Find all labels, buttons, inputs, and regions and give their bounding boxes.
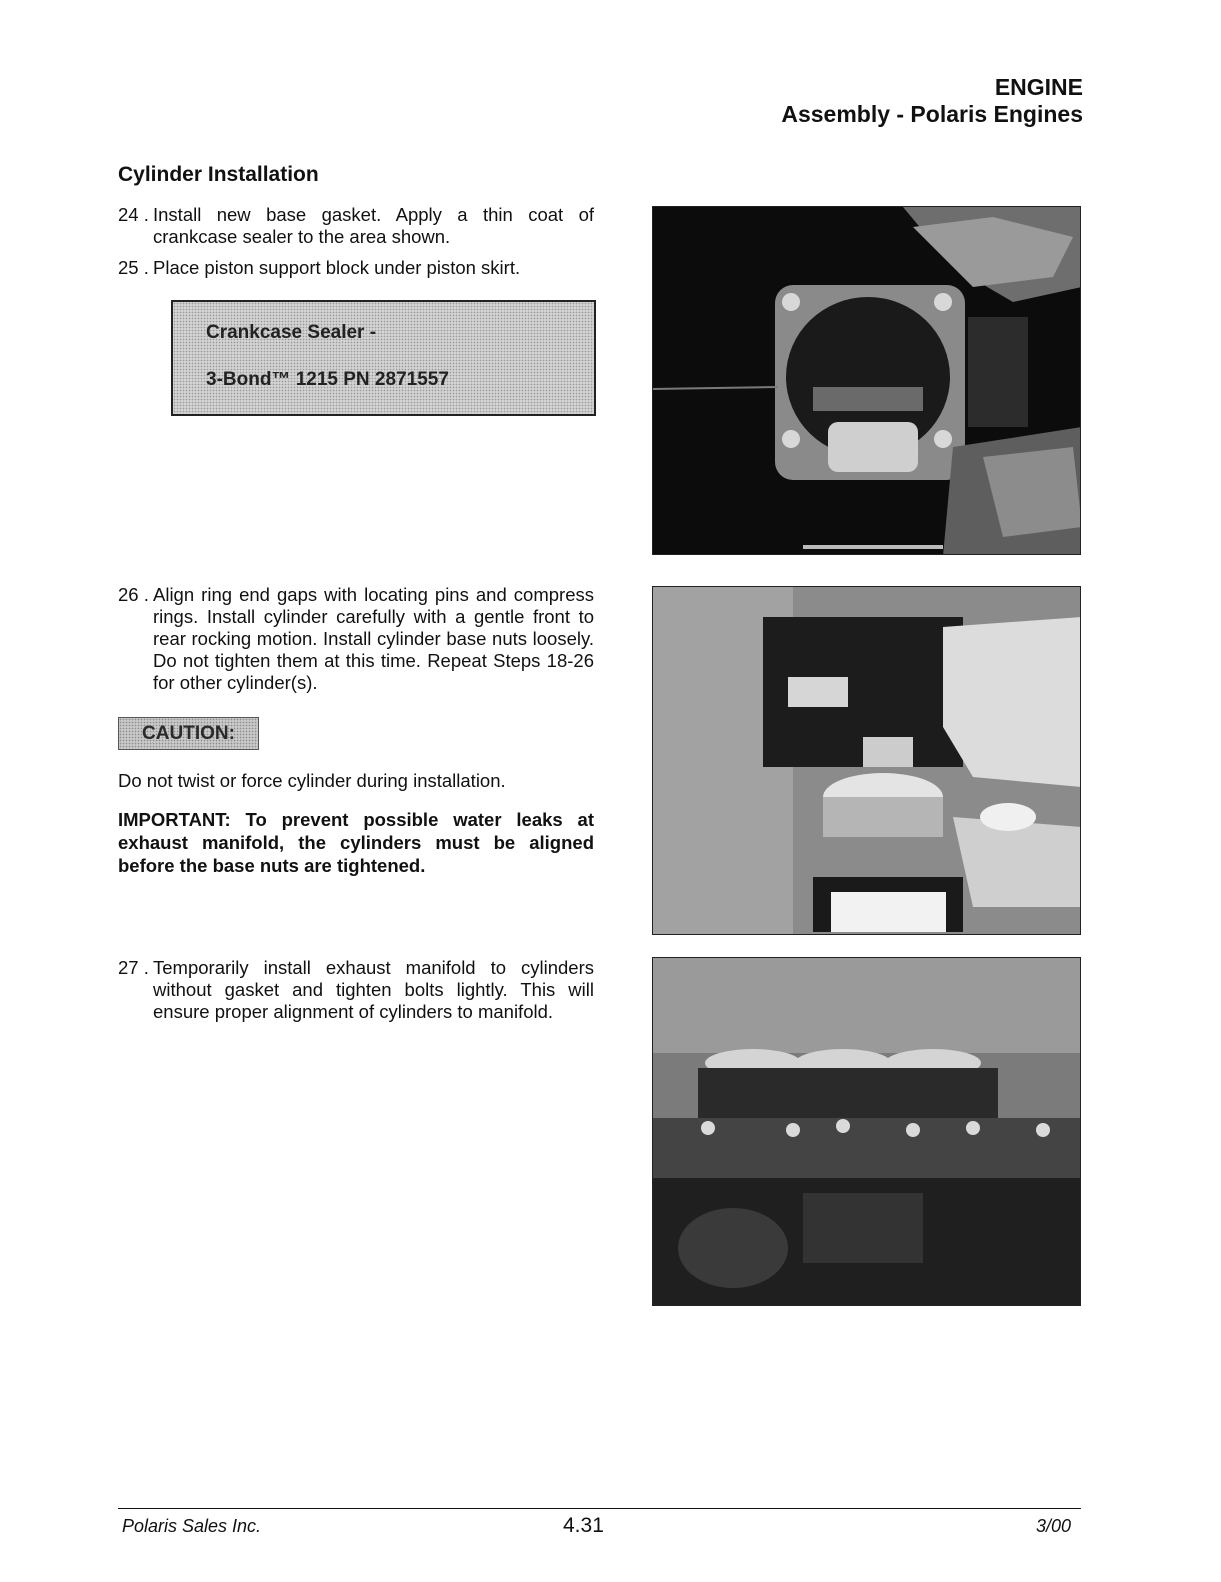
footer-company: Polaris Sales Inc. <box>122 1516 262 1536</box>
photo-exhaust-manifold <box>652 957 1081 1306</box>
step-text: Temporarily install exhaust manifold to cylinders without gasket and tighten bolts lightly. This will ensure proper alignment of cylinders to manifold. <box>153 957 594 1022</box>
step-26 <box>118 584 594 694</box>
sealer-label: Crankcase Sealer - <box>206 322 377 343</box>
important-note: IMPORTANT: To prevent possible water leaks at exhaust manifold, the cylinders must be aligned before the base nuts are tightened. <box>118 809 594 876</box>
photo-exhaust-manifold-image <box>653 958 1081 1306</box>
step-number: 24 . <box>118 204 149 225</box>
section-header: ENGINE <box>994 74 1083 100</box>
step-24 <box>118 204 594 248</box>
caution-text: Do not twist or force cylinder during installation. <box>118 770 506 791</box>
step-number: 25 . <box>118 257 149 278</box>
step-27 <box>118 957 594 1023</box>
footer-rule <box>118 1508 1081 1509</box>
section-title: Cylinder Installation <box>118 163 319 186</box>
step-25 <box>118 257 594 279</box>
step-text: Place piston support block under piston skirt. <box>153 257 521 278</box>
caution-badge: CAUTION: <box>118 717 259 750</box>
step-number: 26 . <box>118 584 149 605</box>
footer-date: 3/00 <box>1035 1516 1071 1536</box>
page-number: 4.31 <box>563 1514 604 1537</box>
photo-cylinder-install <box>652 586 1081 935</box>
photo-base-gasket-image <box>653 207 1081 555</box>
sealer-part-number: 3-Bond™ 1215 PN 2871557 <box>206 369 449 390</box>
subsection-header: Assembly - Polaris Engines <box>781 101 1083 127</box>
sealer-callout-box <box>171 300 596 416</box>
step-text: Install new base gasket. Apply a thin coat of crankcase sealer to the area shown. <box>153 204 594 247</box>
photo-base-gasket <box>652 206 1081 555</box>
step-number: 27 . <box>118 957 149 978</box>
photo-cylinder-install-image <box>653 587 1081 935</box>
step-text: Align ring end gaps with locating pins and compress rings. Install cylinder carefully with a gentle front to rear rocking motion. Install cylinder base nuts loosely. Do not tighten them at this time. Repeat Steps 18-26 for other cylinder(s). <box>153 584 594 693</box>
